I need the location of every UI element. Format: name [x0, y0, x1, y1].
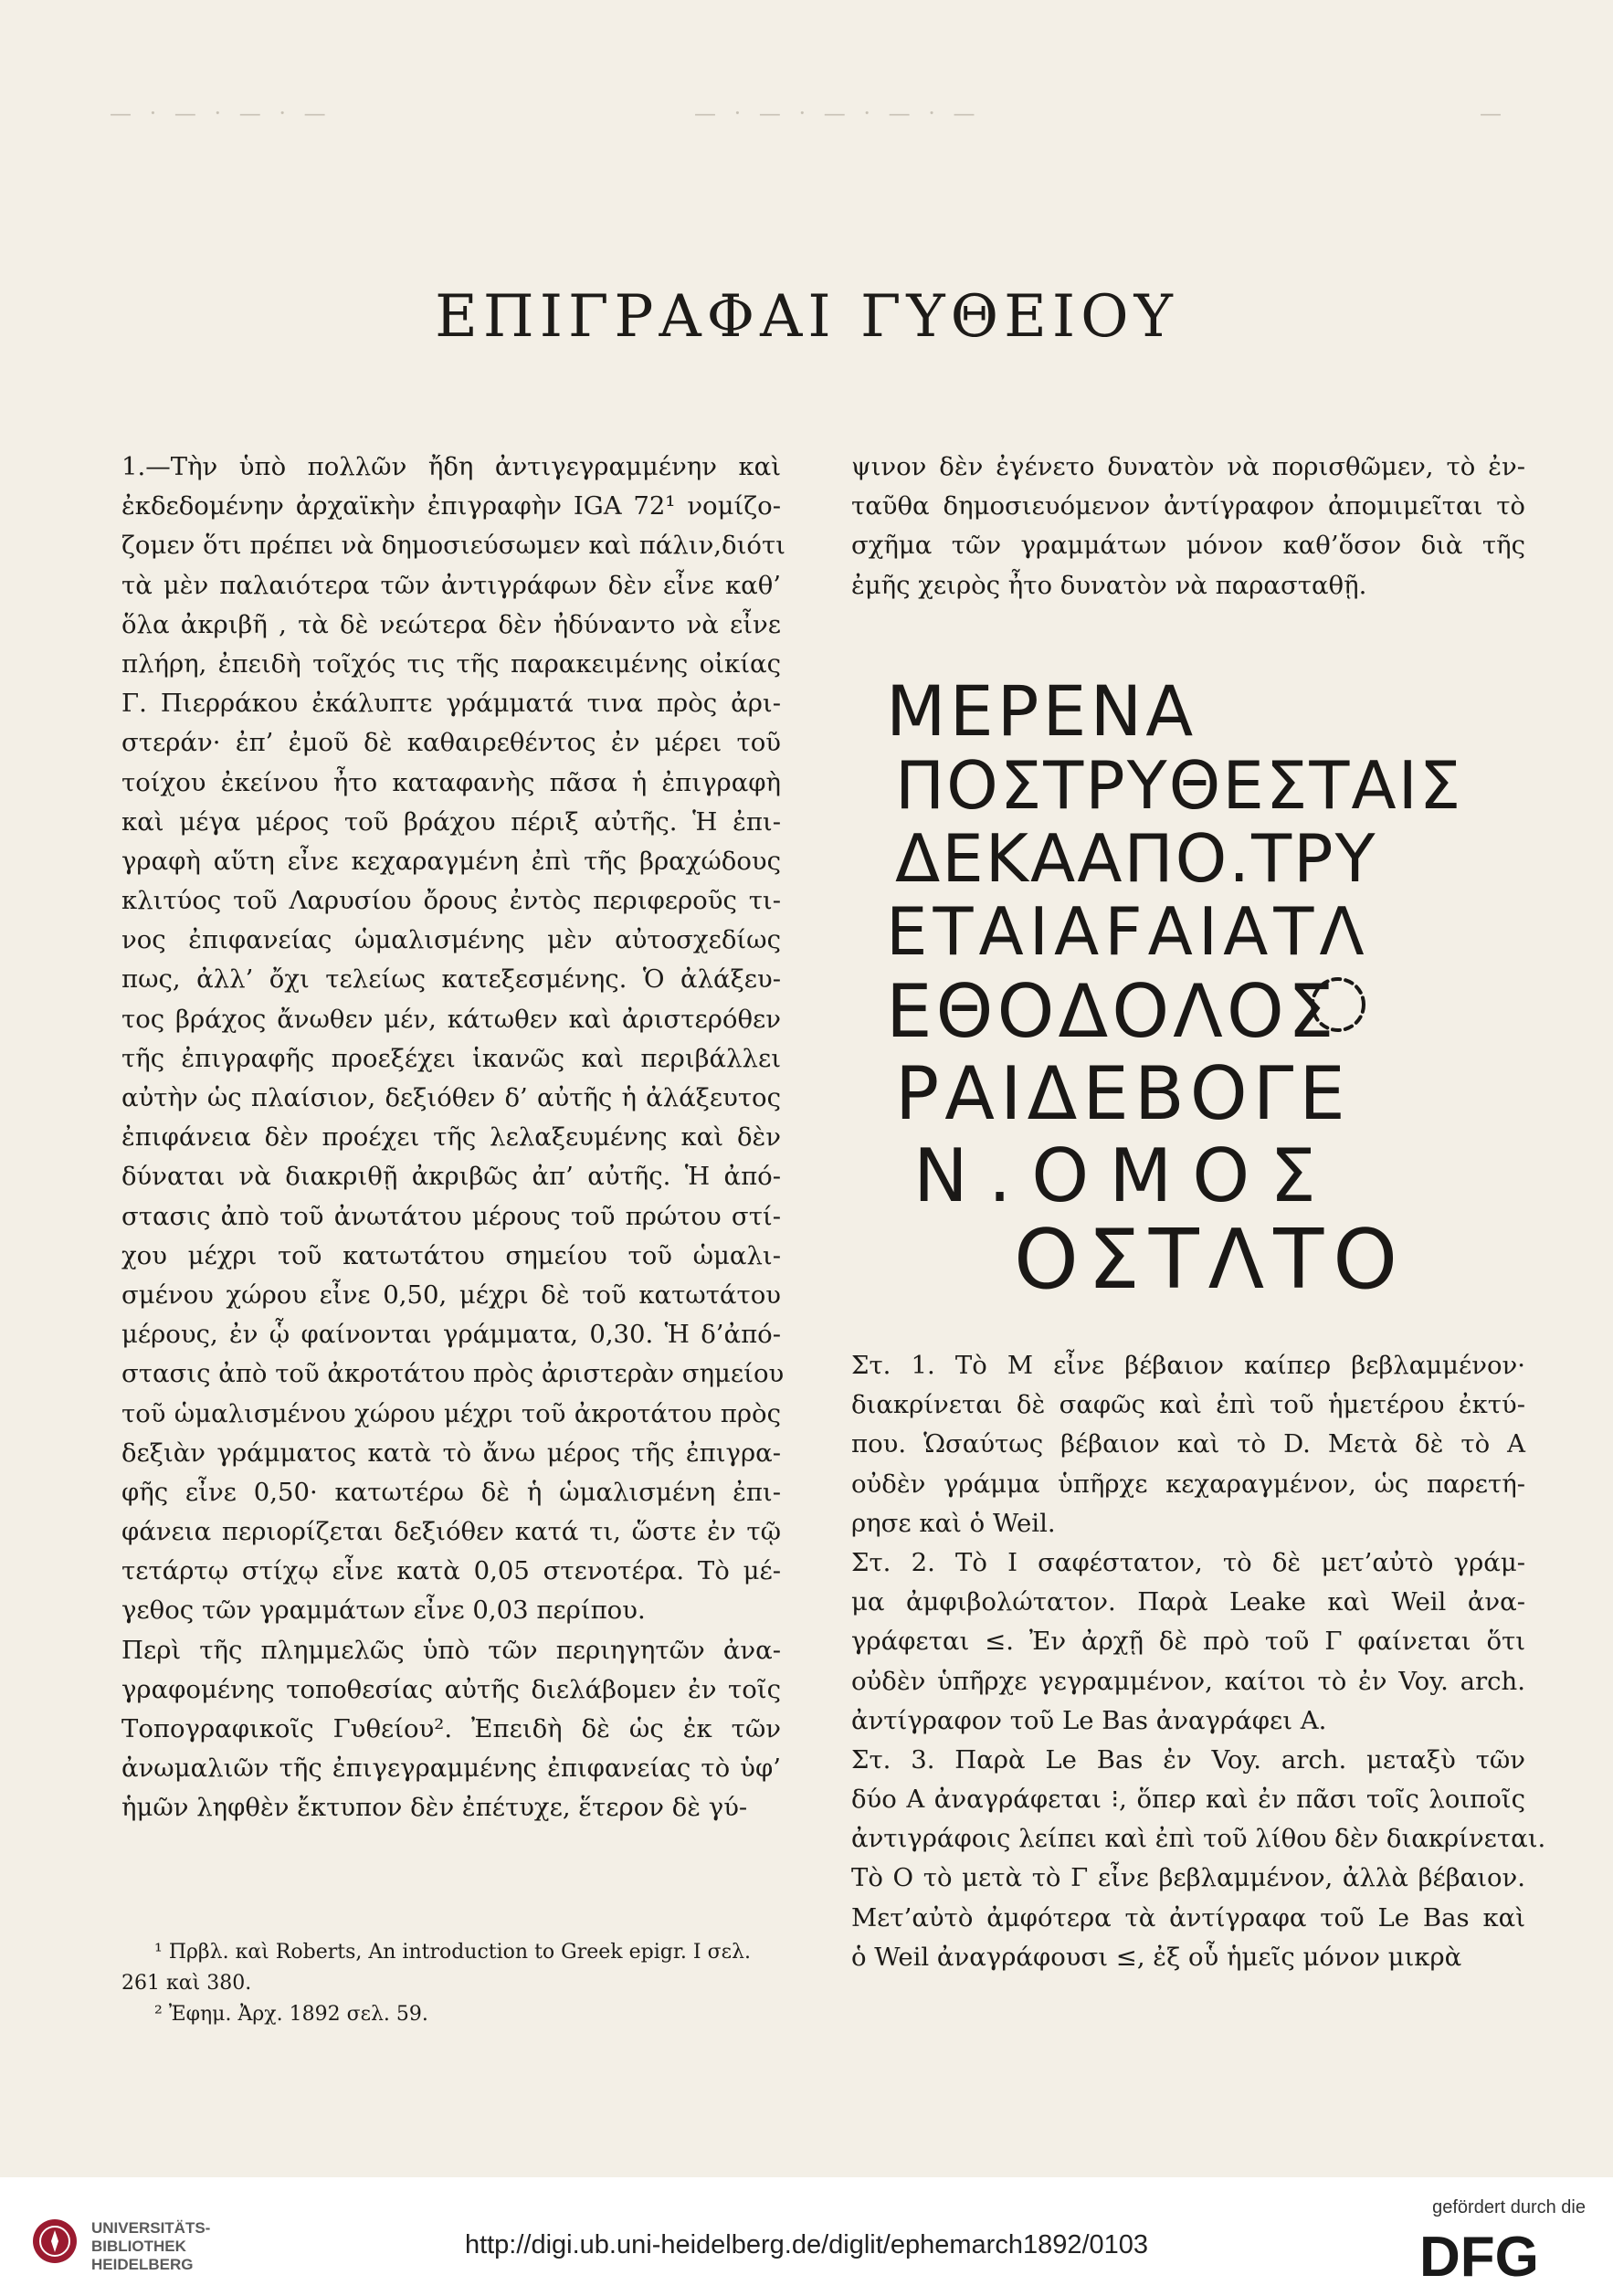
right-bottom-text-line: ἀντίγραφον τοῦ Le Bas ἀναγράφει Α.: [851, 1705, 1327, 1735]
left-text-line: φάνεια περιορίζεται δεξιόθεν κατά τι, ὥστε ἐν τῷ: [121, 1517, 781, 1547]
inscription-line: ΠΟΣΤΡΥΘΕΣΤΑΙΣ: [895, 747, 1463, 824]
left-text-line: φῆς εἶνε 0,50· κατωτέρω δὲ ἡ ὡμαλισμένη ἐπι-: [121, 1477, 781, 1507]
right-bottom-text-line: γράφεται ≤. Ἐν ἀρχῇ δὲ πρὸ τοῦ Γ φαίνεται ὅτι: [851, 1627, 1525, 1657]
right-bottom-text-line: δύο Α ἀναγράφεται ⁝, ὅπερ καὶ ἐν πᾶσι τοῖς λοιποῖς: [851, 1785, 1525, 1815]
footnote-line: 261 καὶ 380.: [121, 1972, 252, 1995]
left-text-line: αὐτὴν ὡς πλαίσιον, δεξιόθεν δ’ αὐτῆς ἡ ἀλάξευτος: [121, 1083, 781, 1112]
dfg-logo-icon: [1419, 2226, 1584, 2289]
left-text-line: κλιτύος τοῦ Λαρυσίου ὄρους ἐντὸς περιφεροῦς τι-: [121, 886, 781, 916]
university-name-line: UNIVERSITÄTS-: [91, 2219, 211, 2237]
right-bottom-text-line: μα ἀμφιβολώτατον. Παρὰ Leake καὶ Weil ἀνα-: [851, 1587, 1525, 1617]
right-bottom-text-line: που. Ὡσαύτως βέβαιον καὶ τὸ D. Μετὰ δὲ τὸ Α: [851, 1429, 1525, 1459]
left-text-line: στασις ἀπὸ τοῦ ἀκροτάτου πρὸς ἀριστερὰν σημείου: [121, 1359, 785, 1389]
left-text-line: σμένου χώρου εἶνε 0,50, μέχρι δὲ τοῦ κατωτάτου: [121, 1280, 781, 1310]
right-bottom-text-line: Τὸ Ο τὸ μετὰ τὸ Γ εἶνε βεβλαμμένον, ἀλλὰ βέβαιον.: [851, 1863, 1525, 1893]
right-bottom-text-line: ρησε καὶ ὁ Weil.: [851, 1508, 1056, 1538]
footer-bar: [0, 2177, 1613, 2296]
right-top-text-line: σχῆμα τῶν γραμμάτων μόνον καθ’ὅσον διὰ τῆς: [851, 531, 1525, 561]
left-text-line: καὶ μέγα μέρος τοῦ βράχου πέριξ αὐτῆς. Ἡ ἐπι-: [121, 806, 781, 837]
left-text-line: ἐκδεδομένην ἀρχαϊκὴν ἐπιγραφὴν IGA 72¹ νομίζο-: [121, 491, 781, 521]
inscription-line: ΔΕΚΑΑΠΟ.ΤΡΥ: [895, 820, 1377, 897]
right-bottom-text-line: ὁ Weil ἀναγράφουσι ≤, ἐξ οὗ ἡμεῖς μόνον μικρὰ: [851, 1942, 1462, 1972]
left-text-line: ζομεν ὅτι πρέπει νὰ δημοσιεύσωμεν καὶ πάλιν,διότι: [121, 531, 785, 561]
left-text-line: τὰ μὲν παλαιότερα τῶν ἀντιγράφων δὲν εἶνε καθ’: [121, 570, 781, 600]
left-text-line: γραφὴ αὕτη εἶνε κεχαραγμένη ἐπὶ τῆς βραχώδους: [121, 846, 781, 876]
right-bottom-text-line: Μετ’αὐτὸ ἀμφότερα τὰ ἀντίγραφα τοῦ Le Bas καὶ: [851, 1902, 1525, 1933]
right-top-text-line: ψινον δὲν ἐγένετο δυνατὸν νὰ πορισθῶμεν, τὸ ἐν-: [851, 452, 1525, 481]
footnotes: [121, 1937, 781, 2030]
bleed-through-header: —: [1480, 100, 1507, 126]
inscription-line: ΟΣΤΛΤΟ: [1014, 1212, 1407, 1308]
left-text-line: ἡμῶν ληφθὲν ἔκτυπον δὲν ἐπέτυχε, ἕτερον δὲ γύ-: [121, 1793, 748, 1823]
right-bottom-text-line: οὐδὲν γράμμα ὑπῆρχε κεχαραγμένον, ὡς παρετή-: [851, 1469, 1525, 1499]
sponsor-text: gefördert durch die: [1432, 2197, 1586, 2217]
left-text-line: στασις ἀπὸ τοῦ ἀνωτάτου μέρους τοῦ πρώτου στί-: [121, 1201, 781, 1231]
right-bottom-text-line: οὐδὲν ὑπῆρχε γεγραμμένον, καίτοι τὸ ἐν Voy. arch.: [851, 1666, 1525, 1696]
right-bottom-text-line: Στ. 2. Τὸ Ι σαφέστατον, τὸ δὲ μετ’αὐτὸ γράμ-: [851, 1547, 1525, 1577]
bleed-through-header: — · — · — · — · —: [694, 100, 981, 126]
left-text-line: χου μέχρι τοῦ κατωτάτου σημείου τοῦ ὡμαλι-: [121, 1240, 781, 1270]
left-text-line: ὅλα ἀκριβῆ , τὰ δὲ νεώτερα δὲν ἠδύναντο νὰ εἶνε: [121, 609, 781, 639]
inscription-line: ΜΕΡΕΝΑ: [886, 670, 1197, 752]
right-top-text-line: ταῦθα δημοσιευόμενον ἀντίγραφον ἀπομιμεῖται τὸ: [851, 491, 1525, 521]
left-text-line: μέρους, ἐν ᾧ φαίνονται γράμματα, 0,30. Ἡ δ’ἀπό-: [121, 1320, 781, 1350]
left-text-line: πλήρη, ἐπειδὴ τοῖχός τις τῆς παρακειμένης οἰκίας: [121, 648, 781, 679]
inscription-line: ΕΤΑΙΑFΑΙΑΤΛ: [886, 893, 1370, 970]
right-bottom-text-line: Στ. 1. Τὸ Μ εἶνε βέβαιον καίπερ βεβλαμμένον·: [851, 1351, 1525, 1380]
left-text-line: Περὶ τῆς πλημμελῶς ὑπὸ τῶν περιηγητῶν ἀνα-: [121, 1635, 781, 1665]
footnote-line: ² Ἐφημ. Ἀρχ. 1892 σελ. 59.: [154, 2003, 428, 2026]
left-text-line: Γ. Πιερράκου ἐκάλυπτε γράμματά τινα πρὸς ἀρι-: [121, 689, 781, 719]
right-bottom-text-line: Στ. 3. Παρὰ Le Bas ἐν Voy. arch. μεταξὺ τῶν: [851, 1744, 1525, 1775]
left-text-line: τῆς ἐπιγραφῆς προεξέχει ἱκανῶς καὶ περιβάλλει: [121, 1043, 781, 1073]
left-text-line: τοῦ ὡμαλισμένου χώρου μέχρι τοῦ ἀκροτάτου πρὸς: [121, 1398, 781, 1428]
inscription-line: ΕΘΟΔΟΛΟΣ: [886, 969, 1338, 1054]
left-text-line: γραφομένης τοποθεσίας αὐτῆς διελάβομεν ἐν τοῖς: [121, 1674, 781, 1704]
left-text-line: ἀνωμαλιῶν τῆς ἐπιγεγραμμένης ἐπιφανείας τὸ ὑφ’: [121, 1754, 781, 1784]
source-url-link[interactable]: http://digi.ub.uni-heidelberg.de/diglit/ephemarch1892/0103: [464, 2230, 1149, 2259]
left-text-line: τετάρτῳ στίχῳ εἶνε κατὰ 0,05 στενοτέρα. Τὸ μέ-: [121, 1556, 781, 1586]
left-text-line: δύναται νὰ διακριθῇ ἀκριβῶς ἀπ’ αὐτῆς. Ἡ ἀπό-: [121, 1162, 781, 1192]
left-text-line: νος ἐπιφανείας ὡμαλισμένης μὲν αὐτοσχεδίως: [121, 925, 781, 955]
dfg-logo-text: DFG: [1419, 2226, 1539, 2289]
left-text-column: [121, 448, 785, 1828]
inscription-line: Ν.ΟΜΟΣ: [913, 1133, 1336, 1218]
left-text-line: δεξιὰν γράμματος κατὰ τὸ ἄνω μέρος τῆς ἐπιγρα-: [121, 1438, 781, 1468]
left-text-line: τος βράχος ἄνωθεν μέν, κάτωθεν καὶ ἀριστερόθεν: [121, 1004, 781, 1034]
university-name-line: BIBLIOTHEK: [91, 2238, 186, 2255]
left-text-line: στεράν· ἐπ’ ἐμοῦ δὲ καθαιρεθέντος ἐν μέρει τοῦ: [121, 728, 781, 758]
left-text-line: ἐπιφάνεια δὲν προέχει τῆς λελαξευμένης καὶ δὲν: [121, 1122, 781, 1153]
left-text-line: τοίχου ἐκείνου ἦτο καταφανὴς πᾶσα ἡ ἐπιγραφὴ: [121, 767, 781, 797]
inscription-line: ΡΑΙΔΕΒΟΓΕ: [895, 1051, 1351, 1136]
right-bottom-text-line: διακρίνεται δὲ σαφῶς καὶ ἐπὶ τοῦ ἡμετέρου ἐκτύ-: [851, 1390, 1525, 1420]
right-top-text-line: ἐμῆς χειρὸς ἦτο δυνατὸν νὰ παρασταθῇ.: [851, 570, 1367, 600]
right-text-column-top: [851, 448, 1525, 606]
university-name-line: HEIDELBERG: [91, 2256, 194, 2273]
right-text-column-bottom: [851, 1346, 1546, 1977]
left-text-line: γεθος τῶν γραμμάτων εἶνε 0,03 περίπου.: [121, 1596, 646, 1626]
left-text-line: πως, ἀλλ’ ὄχι τελείως κατεξεσμένης. Ὁ ἀλάξευ-: [121, 964, 781, 995]
bleed-through-header: — · — · — · —: [110, 100, 332, 126]
footnote-line: ¹ Πρβλ. καὶ Roberts, An introduction to Greek epigr. I σελ.: [154, 1941, 751, 1964]
left-text-line: 1.—Τὴν ὑπὸ πολλῶν ἤδη ἀντιγεγραμμένην καὶ: [121, 452, 781, 481]
inscription-facsimile: [877, 670, 1463, 1311]
left-text-line: Τοπογραφικοῖς Γυθείου². Ἐπειδὴ δὲ ὡς ἐκ τῶν: [121, 1714, 781, 1743]
right-bottom-text-line: ἀντιγράφοις λείπει καὶ ἐπὶ τοῦ λίθου δὲν διακρίνεται.: [851, 1824, 1546, 1854]
page-title: ΕΠΙΓΡΑΦΑΙ ΓΥΘΕΙΟΥ: [435, 283, 1178, 351]
